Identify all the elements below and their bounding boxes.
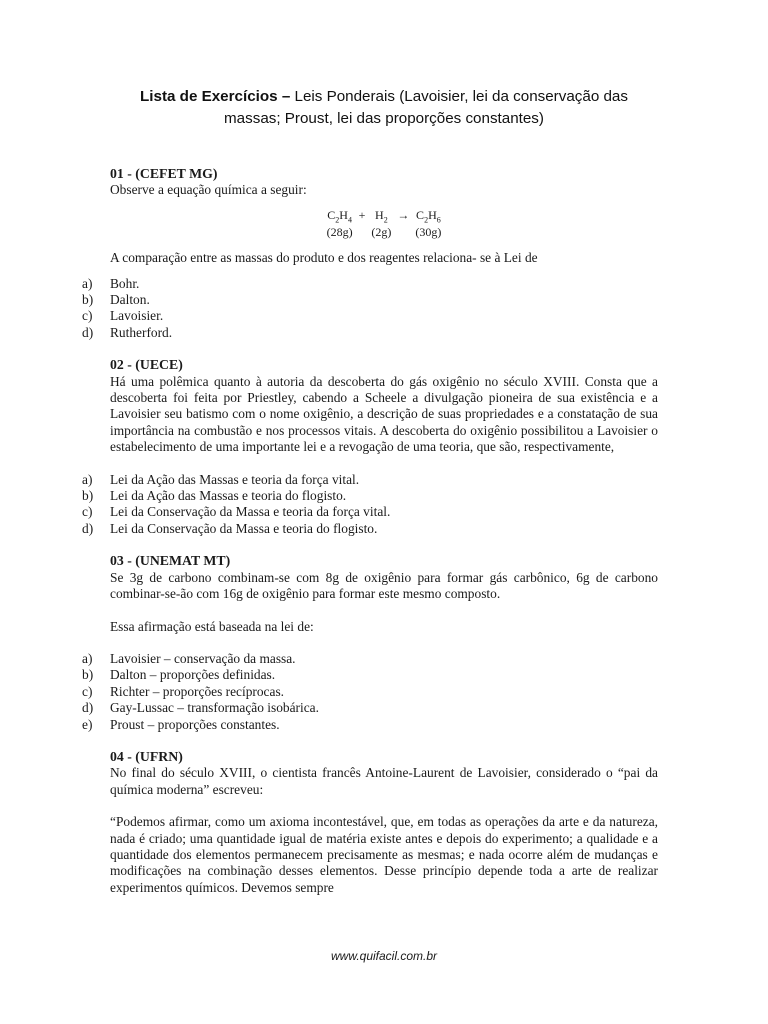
question-1-heading: 01 - (CEFET MG): [110, 166, 218, 181]
footer-website: www.quifacil.com.br: [330, 949, 438, 963]
question-2-heading: 02 - (UECE): [110, 357, 183, 373]
question-4-quote: “Podemos afirmar, como um axioma incontestável, que, em todas as operações da arte e da natureza, nada é criado; uma quantidade igual de matéria existe antes e depois do experimento; a qualidade e a quantidade dos elementos permanecem precisamente as mesmas; e nada ocorre além de mudanças e modificações na combinação desses elementos. Desse princípio depende toda a arte de realizar experimentos químicos. Devemos sempre: [110, 814, 658, 895]
chemical-equation: [110, 209, 658, 238]
exercise-list: [82, 166, 658, 896]
equation-plus: +: [358, 207, 366, 222]
option-item: b) Lei da Ação das Massas e teoria do flogisto.: [82, 488, 347, 504]
option-item: a) Lavoisier – conservação da massa.: [82, 650, 296, 666]
equation-reactant-1: $C_2H_4$: [327, 207, 352, 225]
page-title-bold: Lista de Exercícios –: [140, 88, 291, 105]
equation-product: $C_2H_6$: [416, 207, 441, 225]
option-item: a) Bohr.: [82, 275, 140, 291]
equation-mass-1: (28g): [326, 225, 353, 240]
option-item: d) Lei da Conservação da Massa e teoria do flogisto.: [82, 520, 378, 536]
question-1-options: [82, 275, 658, 342]
question-3-heading: 03 - (UNEMAT MT): [110, 553, 231, 569]
equation-mass-2: (2g): [371, 225, 392, 240]
page-title-rest: Leis Ponderais (Lavoisier, lei da conservação das: [290, 88, 628, 105]
option-item: c) Richter – proporções recíprocas.: [82, 683, 285, 699]
option-item: b) Dalton.: [82, 292, 150, 308]
option-item: c) Lavoisier.: [82, 308, 164, 324]
question-3-text: Se 3g de carbono combinam-se com 8g de oxigênio para formar gás carbônico, 6g de carbono combinar-se-ão com 16g de oxigênio para formar este mesmo composto.: [110, 569, 658, 602]
question-4-heading: 04 - (UFRN): [110, 748, 183, 764]
equation-arrow-icon: →: [397, 207, 410, 222]
question-1-intro: Observe a equação química a seguir:: [110, 182, 307, 198]
question-1-text: A comparação entre as massas do produto e dos reagentes relaciona- se à Lei de: [110, 250, 538, 266]
option-item: c) Lei da Conservação da Massa e teoria da força vital.: [82, 504, 391, 520]
equation-mass-3: (30g): [415, 225, 442, 240]
question-2-options: [82, 471, 658, 538]
option-item: b) Dalton – proporções definidas.: [82, 667, 276, 683]
option-item: d) Rutherford.: [82, 324, 173, 340]
page-title-line2: massas; Proust, lei das proporções constantes): [224, 110, 544, 127]
equation-reactant-2: $H_2$: [375, 207, 388, 225]
option-item: a) Lei da Ação das Massas e teoria da força vital.: [82, 471, 360, 487]
question-4-text: No final do século XVIII, o cientista francês Antoine-Laurent de Lavoisier, considerado o “pai da química moderna” escreveu:: [110, 765, 658, 797]
option-item: e) Proust – proporções constantes.: [82, 716, 280, 732]
question-3-text-2: Essa afirmação está baseada na lei de:: [110, 618, 314, 634]
option-item: d) Gay-Lussac – transformação isobárica.: [82, 700, 319, 716]
question-3-options: [82, 650, 658, 733]
question-2-text: Há uma polêmica quanto à autoria da descoberta do gás oxigênio no século XVIII. Consta que a descoberta foi feita por Priestley, cabendo a Scheele a divulgação pioneira de sua existência e a Lavoisier seu batismo com o nome oxigênio, a descrição de suas propriedades e a constatação de sua importância na combustão e nos processos vitais. A descoberta do oxigênio possibilitou a Lavoisier o estabelecimento de uma importante lei e a revogação de uma teoria, que são, respectivamente,: [110, 373, 658, 455]
page-title: [100, 86, 668, 130]
